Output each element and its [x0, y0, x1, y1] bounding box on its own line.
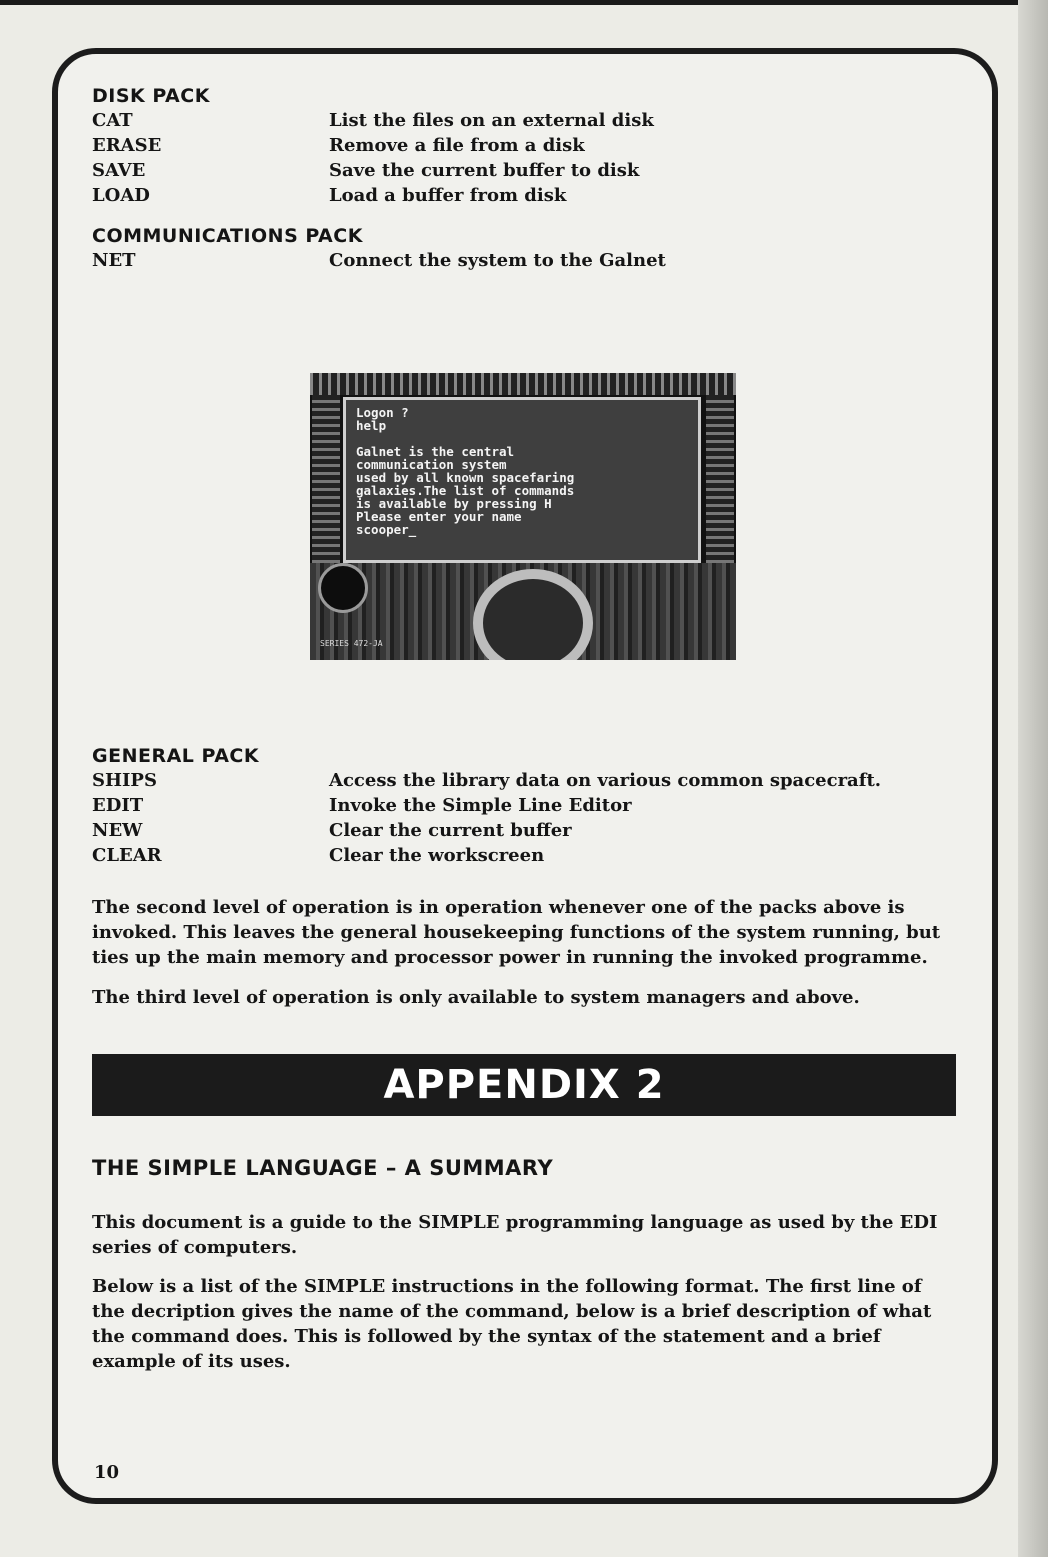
levels-text: [92, 895, 954, 1010]
terminal-panel: [343, 397, 701, 563]
command-row: [92, 183, 962, 208]
command-description: Access the library data on various common spacecraft.: [329, 770, 882, 791]
second-level-paragraph: The second level of operation is in operation whenever one of the packs above is invoked. This leaves the general housekeeping functions of the system running, but ties up the main memory and processor power in running the invoked programme.: [92, 897, 941, 968]
command-row: [92, 793, 962, 818]
command-description: Remove a file from a disk: [329, 135, 585, 156]
intro-paragraph-1: This document is a guide to the SIMPLE programming language as used by the EDI series of computers.: [92, 1212, 938, 1258]
command-row: [92, 133, 962, 158]
command-description: Connect the system to the Galnet: [329, 250, 666, 271]
terminal-line: help: [356, 418, 387, 433]
terminal-line: used by all known spacefaring: [356, 470, 575, 485]
command-row: [92, 248, 962, 273]
game-screenshot: [310, 373, 736, 660]
disk-pack-section: [92, 84, 962, 208]
communications-pack-title: COMMUNICATIONS PACK: [92, 225, 363, 247]
command-description: Invoke the Simple Line Editor: [329, 795, 632, 816]
command-description: Clear the current buffer: [329, 820, 572, 841]
command-description: Save the current buffer to disk: [329, 160, 640, 181]
command-row: [92, 768, 962, 793]
screenshot-right-pipe: [706, 395, 734, 563]
terminal-line: Please enter your name: [356, 509, 522, 524]
command-description: Clear the workscreen: [329, 845, 545, 866]
page-number: 10: [94, 1462, 120, 1483]
command-name: LOAD: [92, 185, 150, 206]
terminal-line: Logon ?: [356, 405, 409, 420]
page-edge-shadow: [1018, 0, 1048, 1557]
command-description: Load a buffer from disk: [329, 185, 567, 206]
disk-pack-title: DISK PACK: [92, 85, 210, 107]
terminal-line: galaxies.The list of commands: [356, 483, 575, 498]
communications-pack-section: [92, 224, 962, 273]
command-row: [92, 818, 962, 843]
terminal-line: communication system: [356, 457, 507, 472]
command-name: ERASE: [92, 135, 162, 156]
command-row: [92, 108, 962, 133]
intro-text: [92, 1210, 954, 1374]
third-level-paragraph: The third level of operation is only available to system managers and above.: [92, 987, 860, 1008]
command-name: NEW: [92, 820, 143, 841]
terminal-line: scooper_: [356, 522, 417, 537]
series-tag: SERIES 472-JA: [320, 639, 383, 648]
terminal-text: [356, 406, 574, 536]
general-pack-section: [92, 744, 962, 868]
section-title: THE SIMPLE LANGUAGE – A SUMMARY: [92, 1156, 554, 1180]
command-packs: [92, 84, 962, 273]
command-name: NET: [92, 250, 136, 271]
command-name: SAVE: [92, 160, 146, 181]
appendix-banner: APPENDIX 2: [92, 1054, 956, 1116]
screenshot-sphere: [318, 563, 368, 613]
command-description: List the files on an external disk: [329, 110, 654, 131]
intro-paragraph-2: Below is a list of the SIMPLE instructions in the following format. The first line of the decription gives the name of the command, below is a brief description of what the command does. This is followed by the syntax of the statement and a brief example of its uses.: [92, 1276, 932, 1372]
top-edge-bar: [0, 0, 1048, 5]
screenshot-left-pipe: [312, 395, 340, 563]
command-name: CAT: [92, 110, 133, 131]
command-row: [92, 843, 962, 868]
terminal-line: Galnet is the central: [356, 444, 515, 459]
screenshot-top-decoration: [310, 373, 736, 395]
terminal-line: is available by pressing H: [356, 496, 552, 511]
general-pack-title: GENERAL PACK: [92, 745, 260, 767]
command-name: EDIT: [92, 795, 144, 816]
command-name: SHIPS: [92, 770, 157, 791]
command-row: [92, 158, 962, 183]
command-name: CLEAR: [92, 845, 162, 866]
